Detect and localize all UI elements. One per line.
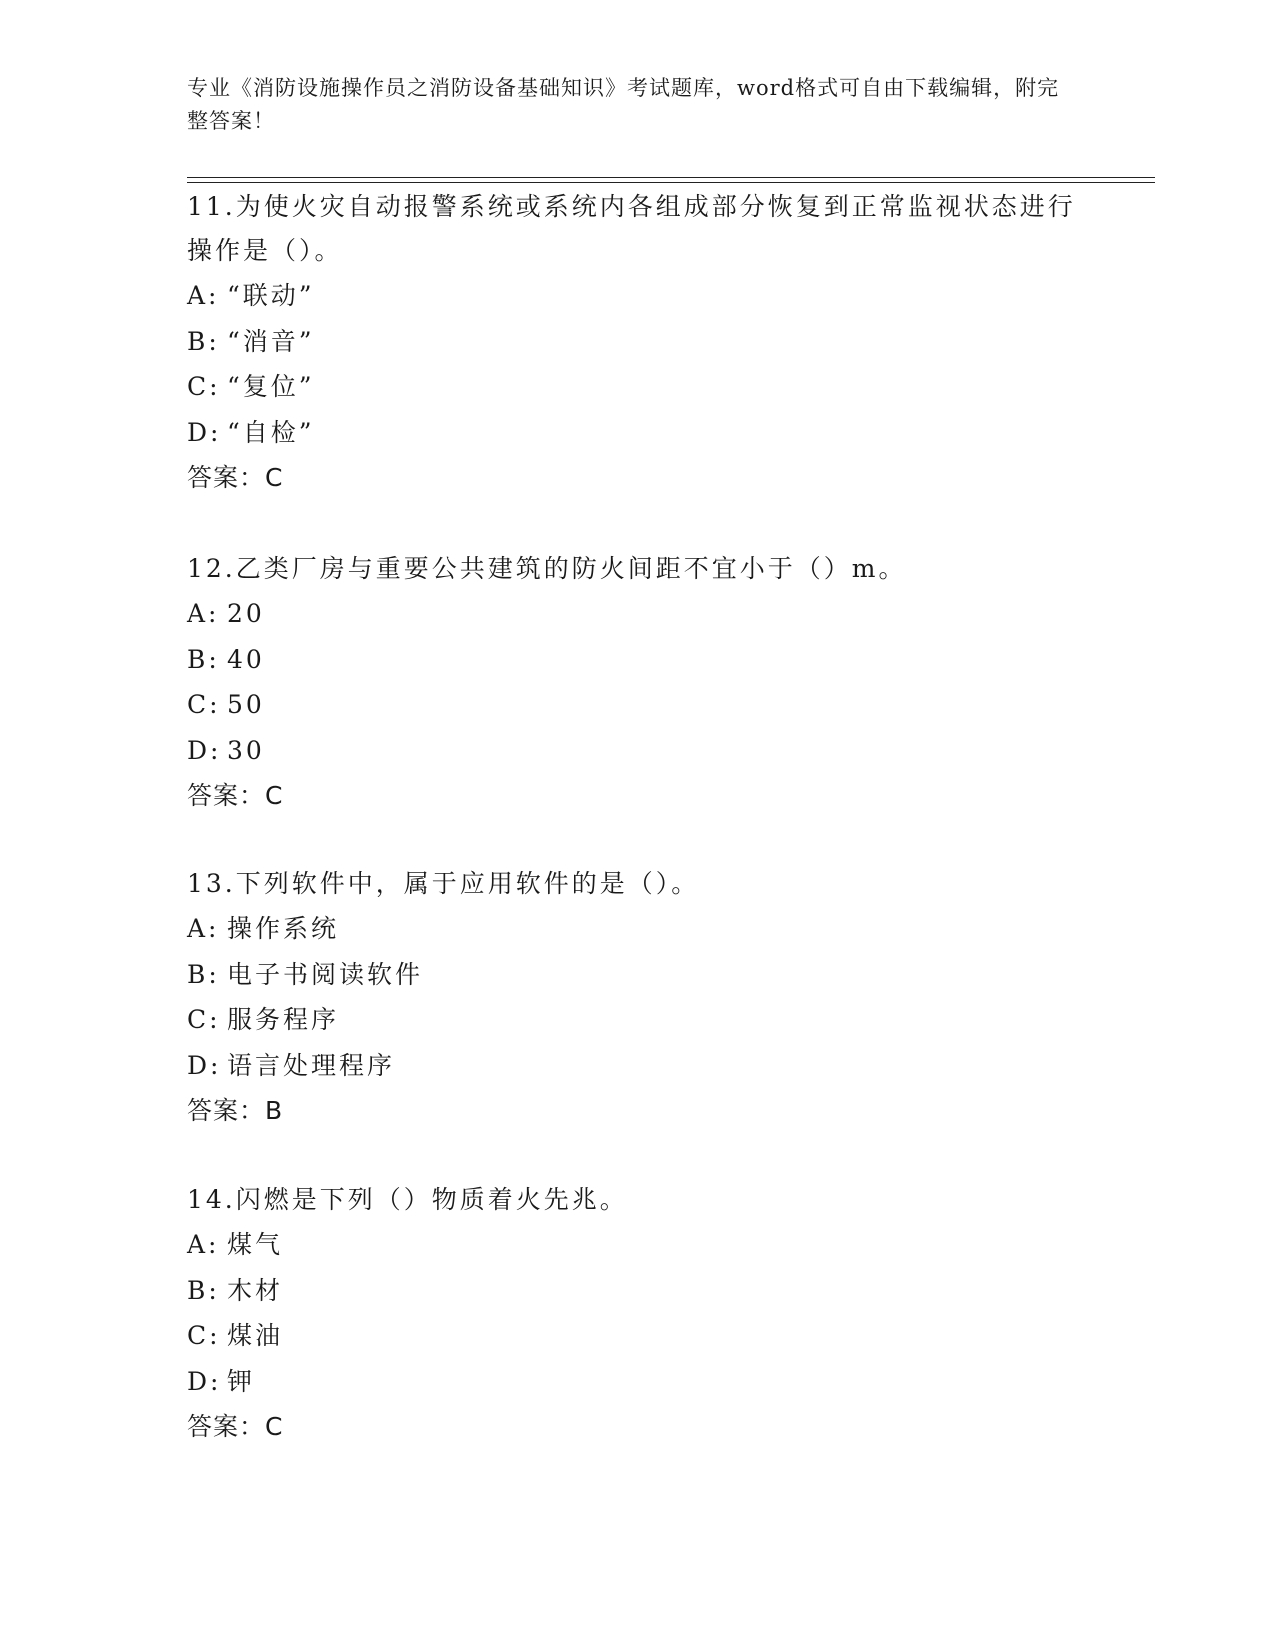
option-b — [187, 952, 1087, 998]
option-text: 木材 — [227, 1275, 284, 1305]
option-key: B: — [187, 644, 220, 674]
option-text: 20 — [227, 599, 265, 628]
option-key: C: — [187, 1321, 221, 1350]
option-text: 钾 — [227, 1366, 256, 1396]
option-b — [187, 637, 1087, 683]
option-key: C: — [187, 1005, 221, 1034]
option-c — [187, 364, 1087, 410]
option-d — [187, 728, 1087, 774]
option-key: D: — [187, 1050, 222, 1080]
answer-line: 答案：C — [187, 1412, 284, 1441]
option-d — [187, 1043, 1087, 1089]
option-text: 语言处理程序 — [227, 1050, 396, 1080]
option-c — [187, 997, 1087, 1043]
option-text: “复位” — [227, 372, 315, 401]
header-divider-bottom — [187, 182, 1155, 183]
option-b — [187, 1268, 1087, 1314]
option-c — [187, 1313, 1087, 1359]
option-key: D: — [187, 417, 222, 447]
option-text: 30 — [227, 735, 265, 765]
option-d — [187, 1359, 1087, 1405]
option-text: 电子书阅读软件 — [227, 959, 424, 989]
document-header: 专业《消防设施操作员之消防设备基础知识》考试题库，word格式可自由下载编辑，附完整答案！ — [187, 76, 1060, 133]
question-14 — [187, 1178, 1087, 1449]
option-key: C: — [187, 690, 221, 719]
option-text: 煤油 — [227, 1321, 284, 1350]
option-key: A: — [187, 281, 220, 310]
question-13 — [187, 862, 1087, 1133]
option-a — [187, 906, 1087, 952]
option-key: D: — [187, 1366, 222, 1396]
header-divider-top — [187, 177, 1155, 178]
option-a — [187, 591, 1087, 637]
question-stem: 12.乙类厂房与重要公共建筑的防火间距不宜小于（）m。 — [187, 554, 907, 583]
option-key: B: — [187, 326, 220, 356]
option-text: 服务程序 — [227, 1005, 340, 1034]
option-key: A: — [187, 1230, 220, 1259]
option-d — [187, 410, 1087, 456]
question-stem: 13.下列软件中，属于应用软件的是（）。 — [187, 869, 700, 898]
option-key: C: — [187, 372, 221, 401]
option-key: A: — [187, 914, 220, 943]
answer-line: 答案：C — [187, 781, 284, 810]
answer-line: 答案：C — [187, 463, 284, 492]
option-text: “联动” — [227, 281, 315, 310]
option-text: “自检” — [227, 417, 315, 447]
question-11 — [187, 185, 1087, 500]
option-text: 操作系统 — [227, 914, 340, 943]
option-text: “消音” — [227, 326, 315, 356]
option-text: 50 — [227, 690, 265, 719]
option-a — [187, 1222, 1087, 1268]
option-key: A: — [187, 599, 220, 628]
question-stem: 11.为使火灾自动报警系统或系统内各组成部分恢复到正常监视状态进行操作是（）。 — [187, 192, 1076, 265]
option-key: B: — [187, 1275, 220, 1305]
answer-line: 答案：B — [187, 1096, 284, 1125]
option-text: 40 — [227, 644, 265, 674]
option-b — [187, 319, 1087, 365]
option-key: B: — [187, 959, 220, 989]
option-key: D: — [187, 735, 222, 765]
question-stem: 14.闪燃是下列（）物质着火先兆。 — [187, 1185, 628, 1214]
option-text: 煤气 — [227, 1230, 284, 1259]
option-c — [187, 682, 1087, 728]
option-a — [187, 273, 1087, 319]
question-12 — [187, 547, 1087, 818]
